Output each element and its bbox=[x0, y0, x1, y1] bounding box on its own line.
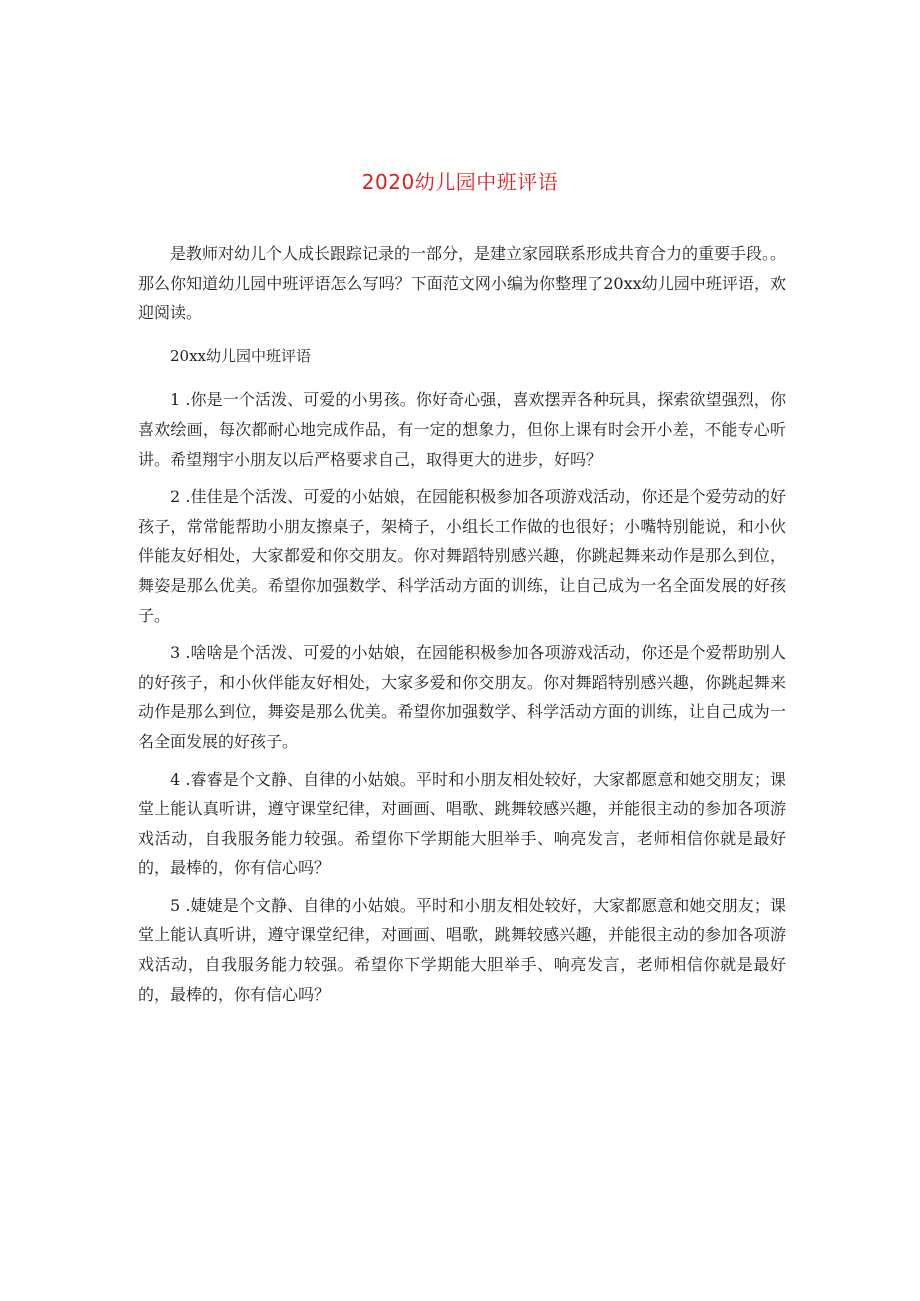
comment-item-1: 1 .你是一个活泼、可爱的小男孩。你好奇心强，喜欢摆弄各种玩具，探索欲望强烈，你喜欢绘画，每次都耐心地完成作品，有一定的想象力，但你上课有时会开小差，不能专心听讲。希望翔宇小朋友以后严格要求自己，取得更大的进步，好吗？ bbox=[138, 390, 786, 469]
document-title: 2020幼儿园中班评语 bbox=[361, 170, 559, 194]
comment-item-5: 5 .婕婕是个文静、自律的小姑娘。平时和小朋友相处较好，大家都愿意和她交朋友；课堂上能认真听讲，遵守课堂纪律，对画画、唱歌，跳舞较感兴趣，并能很主动的参加各项游戏活动，自我服务能力较强。希望你下学期能大胆举手、响亮发言，老师相信你就是最好的，最棒的，你有信心吗？ bbox=[138, 895, 786, 1004]
intro-paragraph: 是教师对幼儿个人成长跟踪记录的一部分，是建立家园联系形成共育合力的重要手段。。那么你知道幼儿园中班评语怎么写吗？下面范文网小编为你整理了20xx幼儿园中班评语，欢迎阅读。 bbox=[138, 244, 787, 323]
document-body bbox=[138, 239, 786, 1017]
section-subheading: 20xx幼儿园中班评语 bbox=[170, 346, 312, 365]
comment-item-3: 3 .啥啥是个活泼、可爱的小姑娘，在园能积极参加各项游戏活动，你还是个爱帮助别人的好孩子，和小伙伴能友好相处，大家多爱和你交朋友。你对舞蹈特别感兴趣，你跳起舞来动作是那么到位，舞姿是那么优美。希望你加强数学、科学活动方面的训练，让自己成为一名全面发展的好孩子。 bbox=[138, 643, 786, 751]
comment-item-4: 4 .睿睿是个文静、自律的小姑娘。平时和小朋友相处较好，大家都愿意和她交朋友；课堂上能认真听讲，遵守课堂纪律，对画画、唱歌、跳舞较感兴趣，并能很主动的参加各项游戏活动，自我服务能力较强。希望你下学期能大胆举手、响亮发言，老师相信你就是最好的，最棒的，你有信心吗？ bbox=[138, 769, 786, 878]
comment-item-2: 2 .佳佳是个活泼、可爱的小姑娘，在园能积极参加各项游戏活动，你还是个爱劳动的好孩子，常常能帮助小朋友擦桌子，架椅子，小组长工作做的也很好；小嘴特别能说，和小伙伴能友好相处，大家都爱和你交朋友。你对舞蹈特别感兴趣，你跳起舞来动作是那么到位，舞姿是那么优美。希望你加强数学、科学活动方面的训练，让自己成为一名全面发展的好孩子。 bbox=[138, 487, 786, 625]
